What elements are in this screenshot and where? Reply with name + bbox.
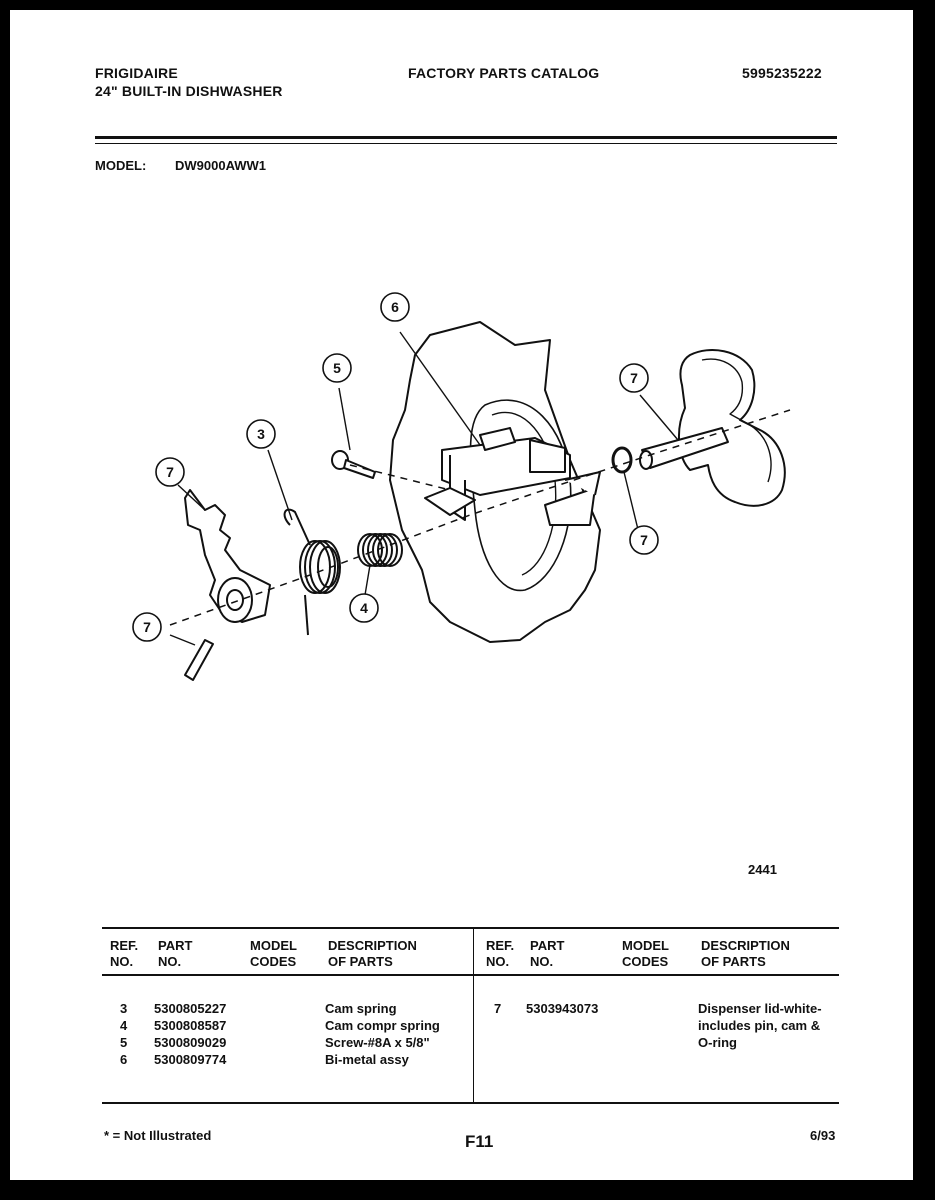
table-divider (473, 927, 474, 1104)
exploded-parts-diagram (10, 10, 913, 730)
table-bottom-rule (102, 1102, 839, 1104)
catalog-number: 5995235222 (742, 65, 822, 81)
not-illustrated-note: * = Not Illustrated (104, 1128, 212, 1143)
cam (185, 490, 270, 622)
cam-compression-spring (358, 534, 402, 566)
catalog-title: FACTORY PARTS CATALOG (408, 65, 600, 81)
figure-number: 2441 (748, 862, 777, 877)
catalog-date: 6/93 (810, 1128, 836, 1143)
header-part-right: PART NO. (530, 938, 565, 969)
model-number: DW9000AWW1 (175, 158, 267, 173)
header-desc-right: DESCRIPTION OF PARTS (701, 938, 790, 969)
callout-7-cam: 7 (166, 464, 174, 480)
screw (332, 451, 375, 478)
cam-spring (285, 510, 340, 635)
callout-3: 3 (257, 426, 265, 442)
o-ring (613, 448, 631, 472)
callout-7-pin: 7 (143, 619, 151, 635)
header-ref-right: REF. NO. (486, 938, 515, 969)
header-part-left: PART NO. (158, 938, 193, 969)
dispenser-lid (679, 350, 785, 506)
callout-5: 5 (333, 360, 341, 376)
model-label: MODEL: (95, 158, 147, 173)
catalog-page: FRIGIDAIRE 24" BUILT-IN DISHWASHER FACTORY PARTS CATALOG 5995235222 MODEL: DW9000AWW1 6 5 3 7 7 7 4 7 2441 REF. NO. PART NO. MODEL CODES DESCRIPTION OF PARTS REF. NO. PART NO. MODEL CODES DESCRIPTION OF PARTS 3 5300805227 Cam spring 4 5300808587 Cam compr spring 5 5300809029 Screw-#8A x 5/8" 6 5300809774 Bi-metal assy 7 5303943073 Dispenser lid-white-includes pin, cam & O-ring * = Not Illustrated F11 6/93 (10, 10, 913, 1180)
cam-pin (185, 640, 213, 680)
callout-7-lid: 7 (630, 370, 638, 386)
product-name: 24" BUILT-IN DISHWASHER (95, 83, 283, 99)
header-desc-left: DESCRIPTION OF PARTS (328, 938, 417, 969)
callout-4: 4 (360, 600, 368, 616)
header-model-left: MODEL CODES (250, 938, 297, 969)
table-header-rule (102, 974, 839, 976)
callout-7-oring: 7 (640, 532, 648, 548)
page-code: F11 (465, 1132, 494, 1151)
brand-name: FRIGIDAIRE (95, 65, 178, 81)
table-top-rule (102, 927, 839, 929)
header-ref-left: REF. NO. (110, 938, 139, 969)
callout-6: 6 (391, 299, 399, 315)
header-model-right: MODEL CODES (622, 938, 669, 969)
